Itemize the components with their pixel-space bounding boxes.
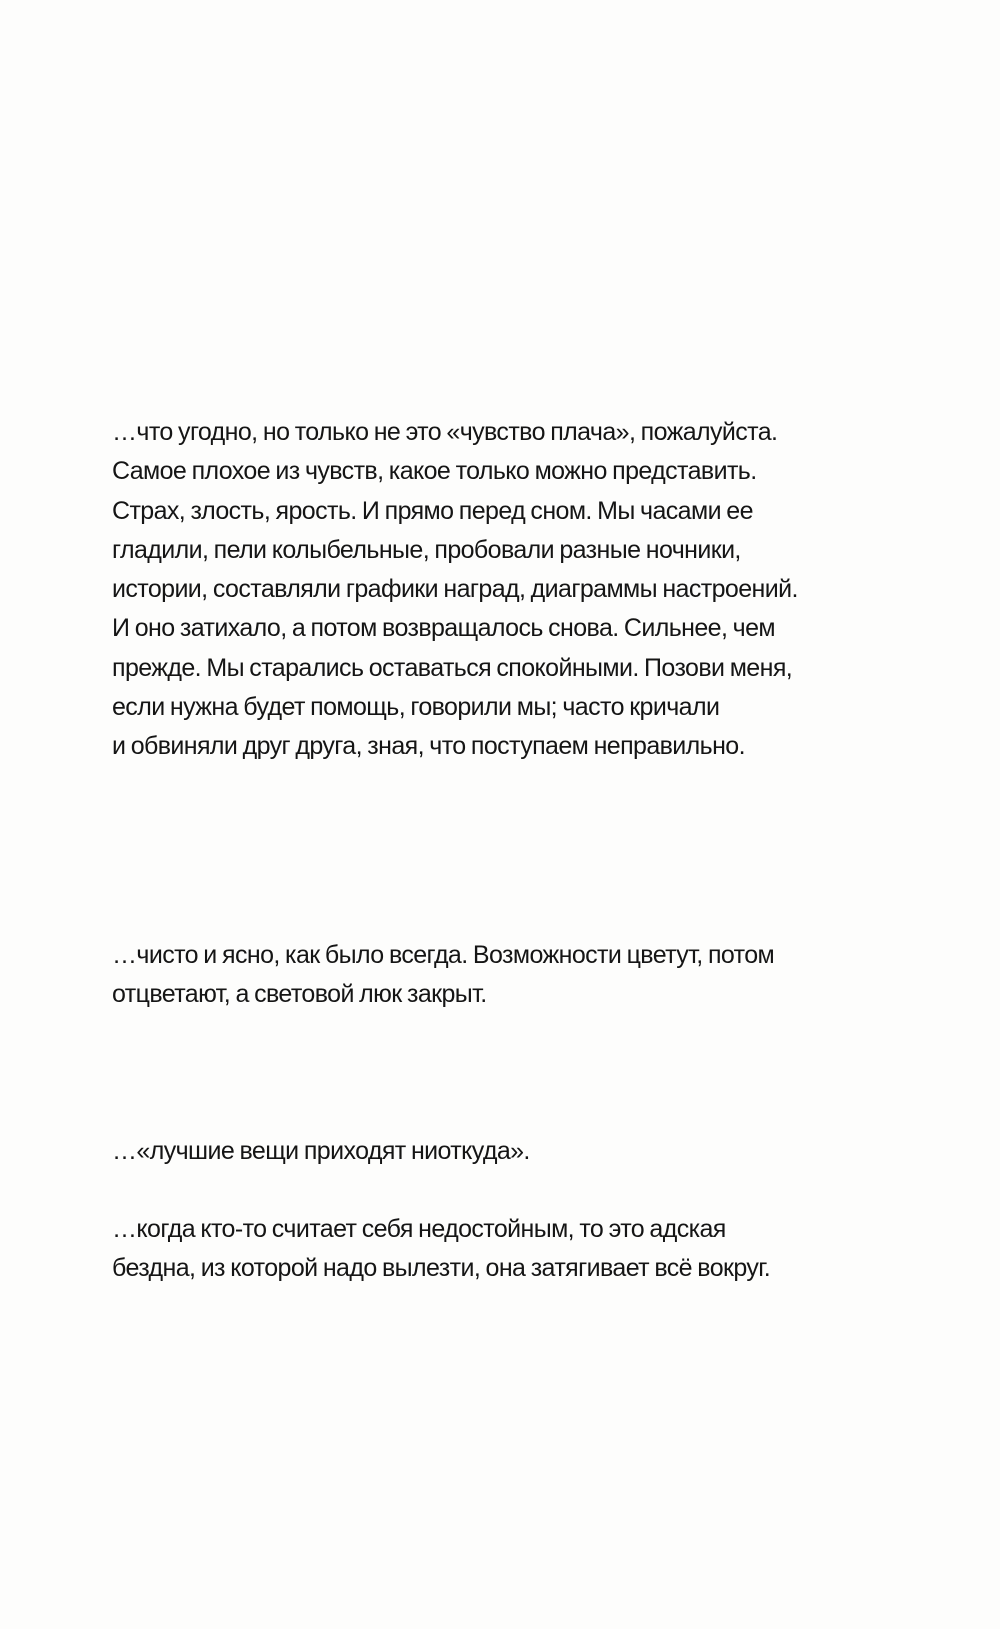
paragraph-crying-feeling — [112, 413, 798, 767]
text-line: Страх, злость, ярость. И прямо перед сном. Мы часами ее — [112, 496, 753, 525]
text-line: …что угодно, но только не это «чувство плача», пожалуйста. — [112, 418, 778, 446]
text-line: отцветают, а световой люк закрыт. — [112, 980, 487, 1009]
text-line: прежде. Мы старались оставаться спокойными. Позови меня, — [112, 653, 793, 682]
text-line: …чисто и ясно, как было всегда. Возможности цветут, потом — [112, 941, 775, 969]
text-line: …«лучшие вещи приходят ниоткуда». — [112, 1137, 530, 1165]
text-line: И оно затихало, а потом возвращалось снова. Сильнее, чем — [112, 614, 775, 643]
paragraph-best-things — [112, 1132, 530, 1171]
text-line: если нужна будет помощь, говорили мы; часто кричали — [112, 693, 720, 722]
paragraph-clear-possibilities — [112, 936, 774, 1015]
text-line: истории, составляли графики наград, диаграммы настроений. — [112, 575, 798, 604]
text-line: гладили, пели колыбельные, пробовали разные ночники, — [112, 535, 741, 564]
paragraph-unworthy — [112, 1210, 770, 1289]
text-line: и обвиняли друг друга, зная, что поступаем неправильно. — [112, 732, 745, 761]
text-line: Самое плохое из чувств, какое только можно представить. — [112, 457, 757, 486]
text-line: …когда кто-то считает себя недостойным, то это адская — [112, 1215, 726, 1243]
text-line: бездна, из которой надо вылезти, она затягивает всё вокруг. — [112, 1254, 771, 1283]
